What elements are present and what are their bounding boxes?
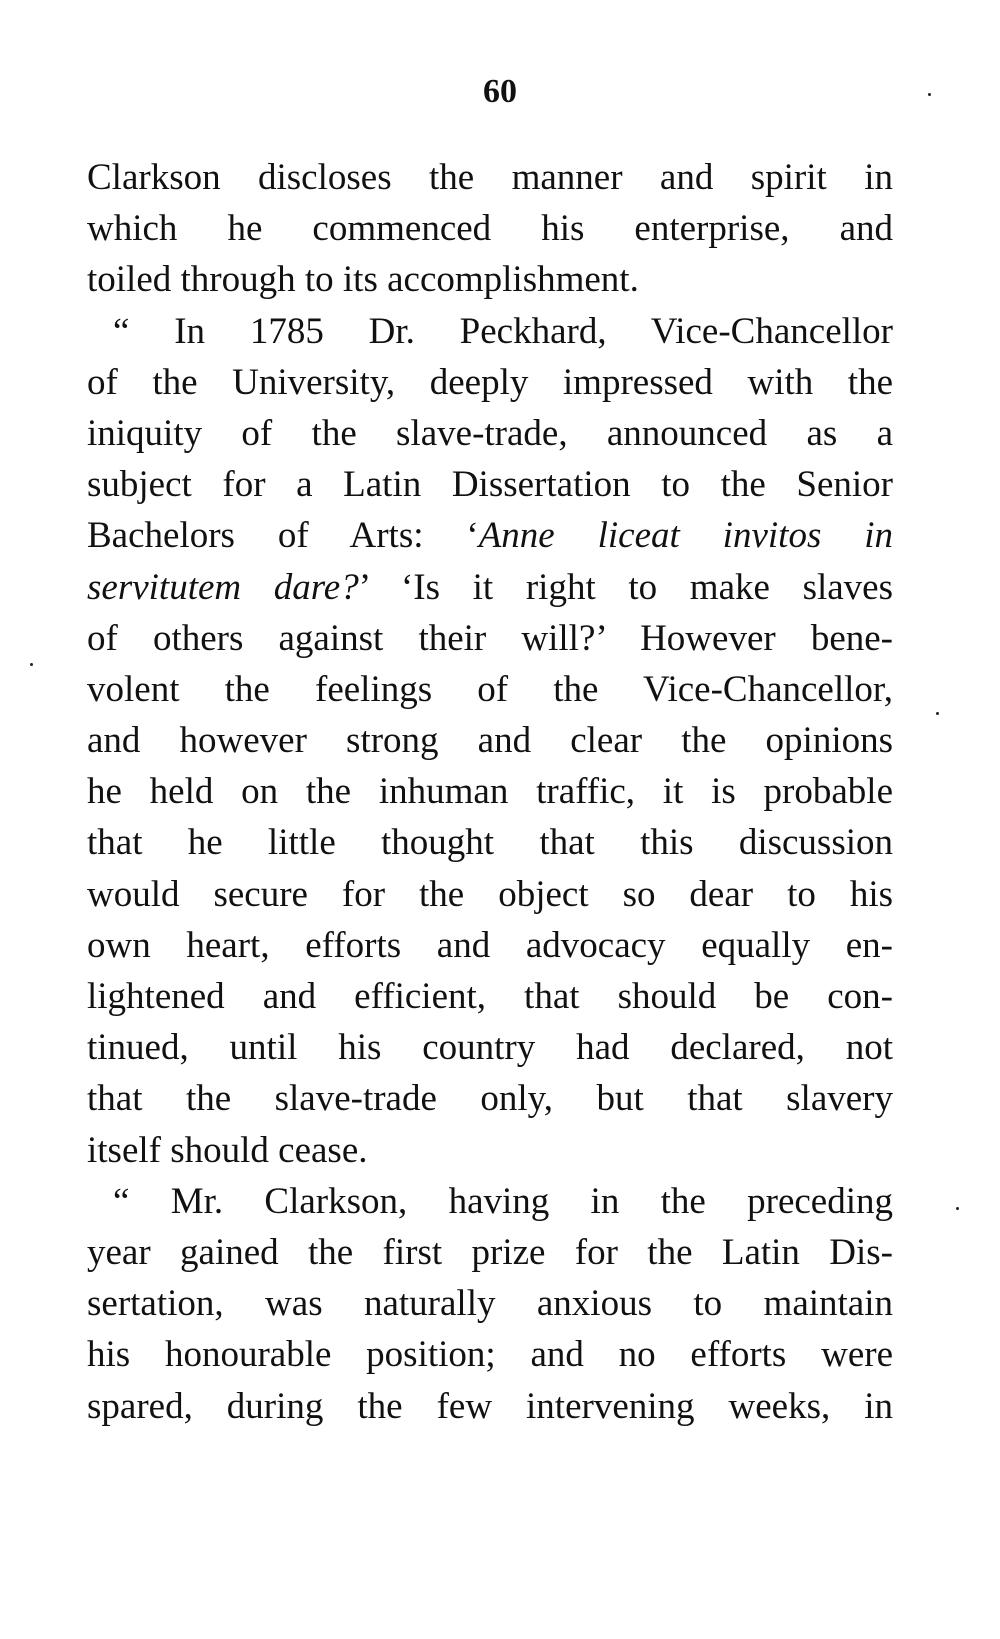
scan-speck	[928, 93, 931, 96]
text-line-19: that the slave-trade only, but that slavery	[87, 1078, 893, 1120]
text-line-1: Clarkson discloses the manner and spirit in	[87, 157, 893, 198]
text-line-23: sertation, was naturally anxious to maintain	[87, 1283, 893, 1325]
text-line-13: he held on the inhuman traffic, it is probable	[87, 771, 893, 813]
latin-quote-part-1: Anne liceat invitos in	[478, 515, 893, 557]
text-line-11: volent the feelings of the Vice-Chancellor,	[87, 668, 893, 710]
text-line-8-roman: Bachelors of Arts: ‘	[87, 515, 479, 557]
text-line-10: of others against their will?’ However bene-	[87, 617, 893, 659]
text-line-5: of the University, deeply impressed with the	[87, 361, 893, 403]
scan-speck	[30, 663, 33, 666]
scan-speck	[956, 1207, 959, 1210]
text-line-2: which he commenced his enterprise, and	[87, 208, 893, 250]
text-line-3: toiled through to its accomplishment.	[87, 259, 639, 301]
text-line-9-roman: ’ ‘Is it right to make slaves	[358, 566, 893, 608]
text-line-6: iniquity of the slave-trade, announced as a	[87, 412, 893, 454]
text-line-24: his honourable position; and no efforts were	[87, 1334, 893, 1376]
page-number: 60	[483, 73, 517, 110]
body-text	[87, 152, 893, 1432]
text-line-15: would secure for the object so dear to his	[87, 873, 893, 915]
text-line-21: “ Mr. Clarkson, having in the preceding	[113, 1180, 893, 1222]
text-line-17: lightened and efficient, that should be con-	[87, 976, 893, 1017]
text-line-25: spared, during the few intervening weeks, in	[87, 1385, 893, 1427]
text-line-7: subject for a Latin Dissertation to the Senior	[87, 464, 893, 506]
text-line-4: “ In 1785 Dr. Peckhard, Vice-Chancellor	[113, 310, 893, 352]
text-line-9	[87, 562, 893, 613]
scan-speck	[936, 712, 939, 715]
latin-quote-part-2: servitutem dare?	[87, 566, 359, 608]
text-line-8	[87, 510, 893, 561]
text-line-18: tinued, until his country had declared, not	[87, 1027, 893, 1069]
text-line-16: own heart, efforts and advocacy equally en-	[87, 924, 893, 966]
text-line-20: itself should cease.	[87, 1129, 368, 1171]
text-line-12: and however strong and clear the opinions	[87, 720, 893, 762]
text-line-22: year gained the first prize for the Latin Dis-	[87, 1231, 893, 1273]
text-line-14: that he little thought that this discussion	[87, 822, 893, 864]
